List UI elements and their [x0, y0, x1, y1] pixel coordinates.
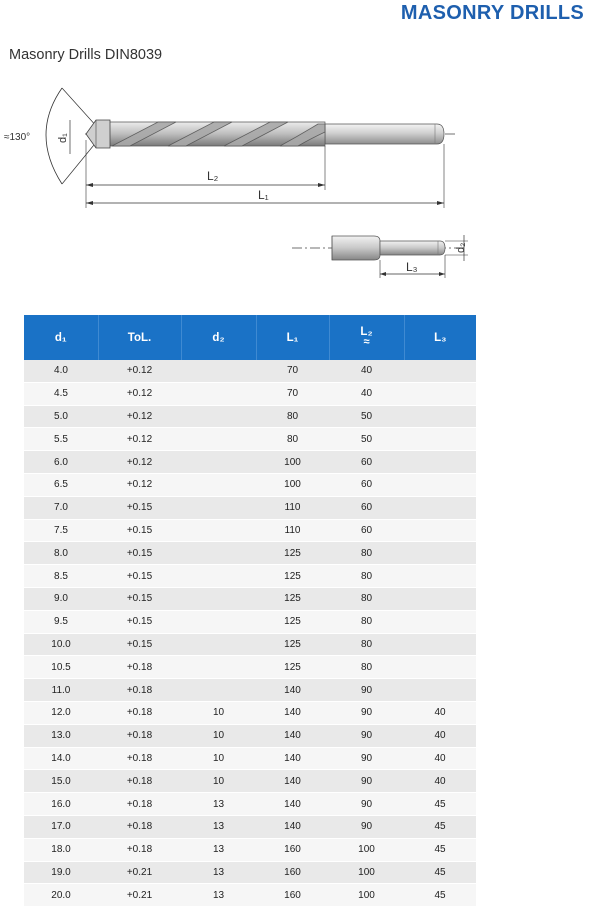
- cell-tol: +0.15: [98, 610, 181, 633]
- table-row: [24, 747, 476, 770]
- d2-label: d₂: [455, 242, 467, 253]
- cell-d2: [181, 519, 256, 542]
- cell-l3: 40: [404, 701, 476, 724]
- table-row: [24, 679, 476, 702]
- table-row: [24, 724, 476, 747]
- cell-l2: 60: [329, 473, 404, 496]
- header-l3: L₃: [404, 315, 476, 360]
- header-l2-approx: ≈: [363, 336, 370, 348]
- cell-d2: [181, 451, 256, 474]
- cell-tol: +0.15: [98, 519, 181, 542]
- cell-tol: +0.21: [98, 884, 181, 907]
- cell-l1: 125: [256, 633, 329, 656]
- cell-l2: 40: [329, 360, 404, 382]
- cell-l3: [404, 633, 476, 656]
- cell-d2: [181, 496, 256, 519]
- cell-l2: 100: [329, 838, 404, 861]
- cell-l3: 45: [404, 815, 476, 838]
- table-row: [24, 610, 476, 633]
- cell-d2: [181, 656, 256, 679]
- cell-l2: 60: [329, 451, 404, 474]
- header-d1: d₁: [24, 315, 98, 360]
- cell-l3: [404, 679, 476, 702]
- header-tol: ToL.: [98, 315, 181, 360]
- cell-l1: 160: [256, 884, 329, 907]
- cell-l2: 90: [329, 701, 404, 724]
- cell-tol: +0.15: [98, 542, 181, 565]
- cell-tol: +0.18: [98, 701, 181, 724]
- cell-d1: 17.0: [24, 815, 98, 838]
- header-d2: d₂: [181, 315, 256, 360]
- cell-d2: [181, 405, 256, 428]
- table-row: [24, 838, 476, 861]
- cell-l2: 80: [329, 542, 404, 565]
- table-row: [24, 519, 476, 542]
- cell-tol: +0.12: [98, 405, 181, 428]
- cell-l2: 90: [329, 724, 404, 747]
- cell-l2: 90: [329, 815, 404, 838]
- table-row: [24, 405, 476, 428]
- cell-tol: +0.18: [98, 747, 181, 770]
- cell-d1: 10.5: [24, 656, 98, 679]
- cell-l2: 80: [329, 587, 404, 610]
- cell-l3: [404, 542, 476, 565]
- cell-l3: [404, 428, 476, 451]
- cell-d1: 14.0: [24, 747, 98, 770]
- cell-d2: 13: [181, 793, 256, 816]
- cell-d1: 18.0: [24, 838, 98, 861]
- cell-l1: 140: [256, 679, 329, 702]
- cell-l1: 160: [256, 838, 329, 861]
- table-row: [24, 451, 476, 474]
- cell-l2: 60: [329, 519, 404, 542]
- cell-d1: 9.5: [24, 610, 98, 633]
- cell-l1: 70: [256, 360, 329, 382]
- cell-tol: +0.18: [98, 724, 181, 747]
- cell-l1: 110: [256, 519, 329, 542]
- cell-d1: 7.0: [24, 496, 98, 519]
- header-l2: [329, 315, 404, 360]
- cell-l2: 90: [329, 770, 404, 793]
- table-row: [24, 656, 476, 679]
- cell-d1: 8.5: [24, 565, 98, 588]
- cell-l3: 40: [404, 747, 476, 770]
- cell-tol: +0.21: [98, 861, 181, 884]
- cell-l2: 80: [329, 656, 404, 679]
- cell-l3: [404, 473, 476, 496]
- cell-tol: +0.18: [98, 679, 181, 702]
- table-row: [24, 382, 476, 405]
- cell-l2: 60: [329, 496, 404, 519]
- drill-tip: [86, 120, 110, 148]
- cell-d1: 13.0: [24, 724, 98, 747]
- cell-l3: [404, 451, 476, 474]
- cell-l3: [404, 519, 476, 542]
- cell-l3: [404, 405, 476, 428]
- cell-d2: 10: [181, 747, 256, 770]
- cell-l1: 100: [256, 451, 329, 474]
- table-row: [24, 542, 476, 565]
- cell-tol: +0.12: [98, 428, 181, 451]
- cell-l3: 40: [404, 724, 476, 747]
- cell-d1: 19.0: [24, 861, 98, 884]
- shank-body: [332, 236, 380, 260]
- cell-d1: 4.5: [24, 382, 98, 405]
- brand-title: MASONRY DRILLS: [400, 2, 584, 24]
- cell-d2: [181, 428, 256, 451]
- cell-d2: 13: [181, 861, 256, 884]
- cell-l1: 80: [256, 405, 329, 428]
- cell-l3: 45: [404, 838, 476, 861]
- cell-tol: +0.15: [98, 496, 181, 519]
- cell-d1: 4.0: [24, 360, 98, 382]
- cell-d2: [181, 542, 256, 565]
- header-l1: L₁: [256, 315, 329, 360]
- cell-l3: [404, 565, 476, 588]
- cell-l3: [404, 360, 476, 382]
- cell-l1: 160: [256, 861, 329, 884]
- cell-d2: [181, 382, 256, 405]
- drill-diagram: [0, 80, 470, 220]
- cell-l1: 125: [256, 587, 329, 610]
- cell-l1: 100: [256, 473, 329, 496]
- cell-tol: +0.12: [98, 382, 181, 405]
- cell-l1: 140: [256, 724, 329, 747]
- d1-label: d₁: [57, 133, 69, 143]
- cell-l3: 45: [404, 884, 476, 907]
- l1-label: L₁: [258, 188, 269, 202]
- table-row: [24, 473, 476, 496]
- cell-l1: 140: [256, 793, 329, 816]
- cell-tol: +0.18: [98, 793, 181, 816]
- cell-tol: +0.12: [98, 451, 181, 474]
- dimensions-table: [24, 315, 476, 907]
- cell-d1: 8.0: [24, 542, 98, 565]
- cell-d2: [181, 360, 256, 382]
- cell-tol: +0.12: [98, 360, 181, 382]
- cell-d2: [181, 633, 256, 656]
- cell-d2: [181, 473, 256, 496]
- cell-l1: 70: [256, 382, 329, 405]
- cell-l3: [404, 382, 476, 405]
- cell-d1: 20.0: [24, 884, 98, 907]
- table-row: [24, 770, 476, 793]
- cell-l2: 100: [329, 884, 404, 907]
- cell-l3: [404, 656, 476, 679]
- cell-l1: 110: [256, 496, 329, 519]
- cell-l2: 80: [329, 633, 404, 656]
- table-row: [24, 587, 476, 610]
- reduced-shank-diagram: [290, 228, 480, 288]
- cell-d1: 11.0: [24, 679, 98, 702]
- cell-d1: 16.0: [24, 793, 98, 816]
- cell-l1: 125: [256, 610, 329, 633]
- cell-l1: 125: [256, 565, 329, 588]
- table-row: [24, 701, 476, 724]
- reduced-shank: [380, 241, 445, 255]
- cell-l3: 45: [404, 861, 476, 884]
- cell-tol: +0.18: [98, 815, 181, 838]
- cell-l3: [404, 496, 476, 519]
- cell-l1: 140: [256, 701, 329, 724]
- header-l2-text: L₂: [360, 326, 373, 338]
- cell-tol: +0.15: [98, 633, 181, 656]
- angle-label: ≈130°: [4, 132, 31, 143]
- cell-l2: 40: [329, 382, 404, 405]
- page-title: Masonry Drills DIN8039: [9, 47, 163, 63]
- cell-l2: 80: [329, 610, 404, 633]
- cell-l1: 140: [256, 770, 329, 793]
- cell-d2: [181, 565, 256, 588]
- cell-l2: 80: [329, 565, 404, 588]
- table-header-row: [24, 315, 476, 360]
- table-row: [24, 793, 476, 816]
- l2-label: L₂: [207, 169, 219, 183]
- cell-tol: +0.18: [98, 838, 181, 861]
- cell-tol: +0.12: [98, 473, 181, 496]
- table-row: [24, 815, 476, 838]
- cell-d2: 13: [181, 884, 256, 907]
- cell-l1: 125: [256, 656, 329, 679]
- cell-l1: 140: [256, 747, 329, 770]
- cell-tol: +0.15: [98, 565, 181, 588]
- cell-d1: 12.0: [24, 701, 98, 724]
- cell-l1: 125: [256, 542, 329, 565]
- cell-tol: +0.18: [98, 770, 181, 793]
- cell-l1: 140: [256, 815, 329, 838]
- cell-tol: +0.18: [98, 656, 181, 679]
- cell-l2: 50: [329, 428, 404, 451]
- cell-l2: 90: [329, 679, 404, 702]
- cell-d2: [181, 587, 256, 610]
- cell-l3: [404, 587, 476, 610]
- table-row: [24, 861, 476, 884]
- cell-l2: 50: [329, 405, 404, 428]
- cell-d1: 15.0: [24, 770, 98, 793]
- cell-d1: 9.0: [24, 587, 98, 610]
- cell-d1: 10.0: [24, 633, 98, 656]
- table-row: [24, 633, 476, 656]
- table-row: [24, 360, 476, 382]
- table-row: [24, 496, 476, 519]
- cell-d2: [181, 610, 256, 633]
- cell-d1: 6.5: [24, 473, 98, 496]
- cell-l2: 100: [329, 861, 404, 884]
- cell-l3: 45: [404, 793, 476, 816]
- table-row: [24, 884, 476, 907]
- cell-l1: 80: [256, 428, 329, 451]
- cell-d1: 6.0: [24, 451, 98, 474]
- cell-d2: 13: [181, 815, 256, 838]
- table-row: [24, 565, 476, 588]
- cell-d2: 10: [181, 701, 256, 724]
- cell-d1: 5.5: [24, 428, 98, 451]
- cell-d2: 10: [181, 724, 256, 747]
- cell-l3: 40: [404, 770, 476, 793]
- cell-l2: 90: [329, 793, 404, 816]
- cell-tol: +0.15: [98, 587, 181, 610]
- cell-d1: 7.5: [24, 519, 98, 542]
- cell-l3: [404, 610, 476, 633]
- cell-d2: 10: [181, 770, 256, 793]
- cell-l2: 90: [329, 747, 404, 770]
- drill-shank: [325, 124, 444, 144]
- table-row: [24, 428, 476, 451]
- cell-d2: 13: [181, 838, 256, 861]
- l3-label: L₃: [406, 260, 418, 274]
- cell-d1: 5.0: [24, 405, 98, 428]
- cell-d2: [181, 679, 256, 702]
